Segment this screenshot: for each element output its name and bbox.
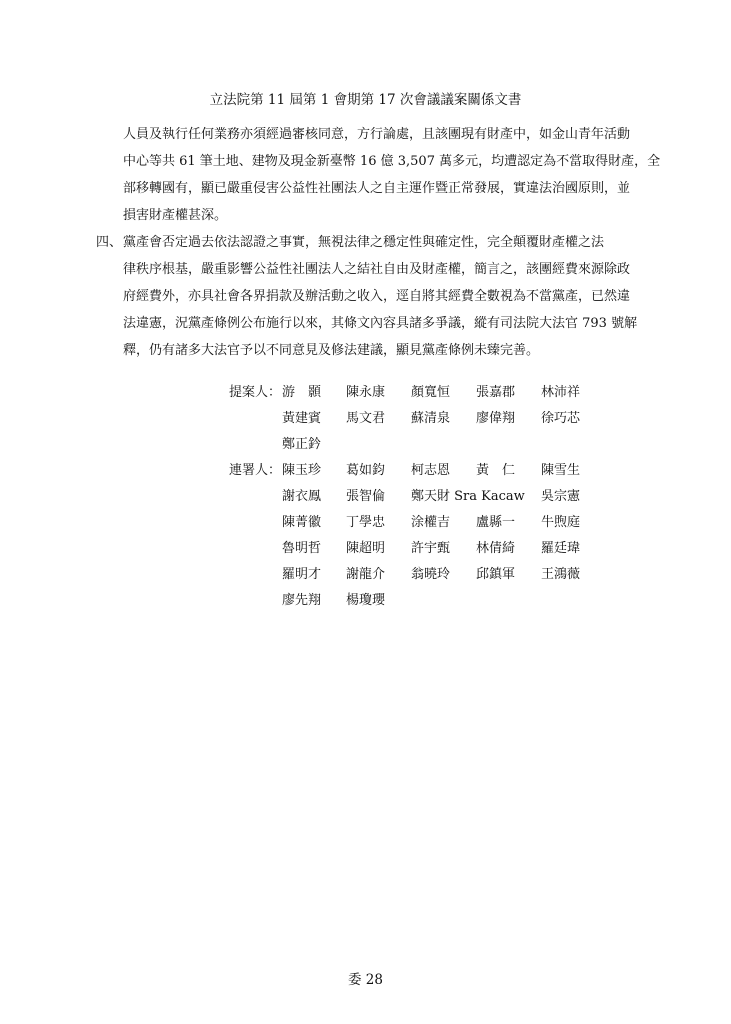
proposer-name: 徐巧芯 <box>541 411 581 426</box>
proposer-name: 馬文君 <box>346 411 386 426</box>
cosigner-name: 張智倫 <box>346 489 386 504</box>
cosigner-name: 丁學忠 <box>346 515 386 530</box>
cosigner-name: 楊瓊瓔 <box>346 593 386 608</box>
cosigner-name: 涂權吉 <box>411 515 451 530</box>
proposers-label: 提案人： <box>229 385 282 400</box>
cosigner-name: 謝衣鳯 <box>282 489 322 504</box>
cosigner-name: 陳菁徽 <box>282 515 322 530</box>
paragraph-line: 府經費外，亦具社會各界捐款及辦活動之收入，逕自將其經費全數視為不當黨產，已然違 <box>123 289 631 304</box>
cosigners-label: 連署人： <box>229 463 282 478</box>
paragraph-line: 損害財產權甚深。 <box>123 208 228 223</box>
proposer-name: 廖偉翔 <box>476 411 516 426</box>
page-number: 委 28 <box>348 972 383 988</box>
cosigner-name: 葛如鈞 <box>346 463 386 478</box>
paragraph-item-four <box>123 229 637 364</box>
paragraph-line: 法違憲，況黨產條例公布施行以來，其條文內容具諸多爭議，縱有司法院大法官 793 號解 <box>123 316 638 331</box>
cosigner-name: 翁曉玲 <box>411 567 451 582</box>
paragraph-line: 律秩序根基，嚴重影響公益性社團法人之結社自由及財產權，簡言之，該團經費來源除政 <box>123 262 631 277</box>
page-header: 立法院第 11 屆第 1 會期第 17 次會議議案關係文書 <box>209 92 522 108</box>
proposer-name: 陳永康 <box>346 385 386 400</box>
cosigner-name: 魯明哲 <box>282 541 322 556</box>
proposer-name: 鄭正鈐 <box>282 437 322 452</box>
cosigner-name: 謝龍介 <box>346 567 386 582</box>
item-number: 四、 <box>96 235 123 250</box>
proposer-name: 張嘉郡 <box>476 385 516 400</box>
cosigner-name: 牛煦庭 <box>541 515 581 530</box>
cosigner-name: 吳宗憲 <box>541 489 581 504</box>
cosigner-name: 陳玉珍 <box>282 463 322 478</box>
paragraph-continued <box>123 121 660 229</box>
cosigner-name: 許宇甄 <box>411 541 451 556</box>
paragraph-line: 黨產會否定過去依法認證之事實，無視法律之穩定性與確定性，完全顛覆財產權之法 <box>123 235 605 250</box>
cosigner-name: 陳雪生 <box>541 463 581 478</box>
paragraph-line: 中心等共 61 筆土地、建物及現金新臺幣 16 億 3,507 萬多元，均遭認定為不當取得財產，全 <box>123 154 661 169</box>
cosigner-name: 鄭天財 Sra Kacaw <box>411 489 525 504</box>
proposer-name: 蘇清泉 <box>411 411 451 426</box>
cosigner-name: 陳超明 <box>346 541 386 556</box>
paragraph-line: 部移轉國有，顯已嚴重侵害公益性社團法人之自主運作暨正常發展，實違法治國原則，並 <box>123 181 631 196</box>
cosigner-name: 廖先翔 <box>282 593 322 608</box>
cosigner-name: 柯志恩 <box>411 463 451 478</box>
paragraph-line: 人員及執行任何業務亦須經過審核同意，方行論處，且該團現有財產中，如金山青年活動 <box>123 127 631 142</box>
cosigner-name: 邱鎮軍 <box>476 567 516 582</box>
cosigner-name: 盧縣一 <box>476 515 516 530</box>
cosigner-name: 林倩綺 <box>476 541 516 556</box>
cosigner-name: 羅廷瑋 <box>541 541 581 556</box>
cosigner-name: 王鴻薇 <box>541 567 581 582</box>
proposer-name: 游 顥 <box>282 385 322 400</box>
proposer-name: 黃建賓 <box>282 411 322 426</box>
cosigner-name: 羅明才 <box>282 567 322 582</box>
proposer-name: 林沛祥 <box>541 385 581 400</box>
paragraph-line: 釋，仍有諸多大法官予以不同意見及修法建議，顯見黨產條例未臻完善。 <box>123 343 540 358</box>
proposer-name: 顏寬恒 <box>411 385 451 400</box>
cosigner-name: 黃 仁 <box>476 463 516 478</box>
